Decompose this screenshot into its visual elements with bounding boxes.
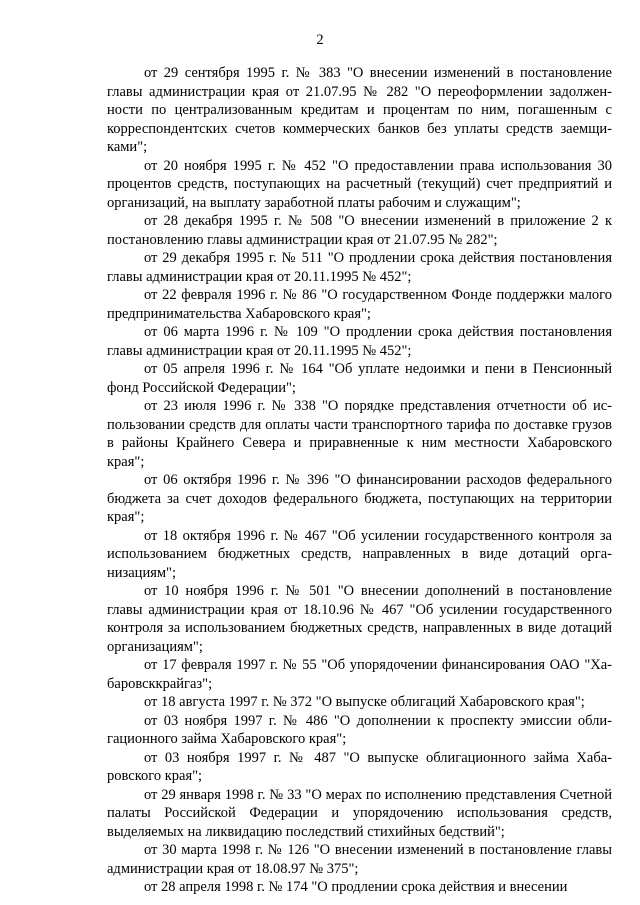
decree-item: от 28 декабря 1995 г. № 508 "О внесении изменений в приложение 2 к постановлению главы администрации края от 21.07.95 № 282"; [107,213,612,248]
decree-item: от 22 февраля 1996 г. № 86 "О государственном Фонде поддержки малого предпринимательства Хабаровского края"; [107,287,612,322]
decree-item: от 03 ноября 1997 г. № 486 "О дополнении к проспекту эмиссии облигационного займа Хабаровского края"; [107,712,612,747]
decree-item: от 06 марта 1996 г. № 109 "О продлении срока действия постановления главы администрации края от 20.11.1995 № 452"; [107,324,612,359]
decree-item: от 23 июля 1996 г. № 338 "О порядке представления отчетности об использовании средств для оплаты части транспортного тарифа по доставке грузов в районы Крайнего Севера и приравненные к ним местности Хабаровского края"; [107,398,612,470]
decree-item: от 28 апреля 1998 г. № 174 "О продлении срока действия и внесении [144,879,568,895]
decree-item: от 05 апреля 1996 г. № 164 "Об уплате недоимки и пени в Пенсионный фонд Российской Федерации"; [107,361,612,396]
decree-item: от 20 ноября 1995 г. № 452 "О предоставлении права использования 30 процентов средств, поступающих на расчетный (текущий) счет предприятий и организаций, на выплату заработной платы рабочим и служащим"; [107,157,612,211]
decree-item: от 29 января 1998 г. № 33 "О мерах по исполнению представления Счетной палаты Российской Федерации и упорядочению использования средств, выделяемых на ликвидацию последствий стихийных бедствий"; [107,786,612,840]
decree-item: от 18 октября 1996 г. № 467 "Об усилении государственного контроля за использованием бюджетных средств, направленных в виде дотаций организациям"; [107,527,612,581]
page-number: 2 [316,32,324,48]
decree-item: от 18 августа 1997 г. № 372 "О выпуске облигаций Хабаровского края"; [144,694,585,710]
decree-item: от 30 марта 1998 г. № 126 "О внесении изменений в постановление главы администрации края от 18.08.97 № 375"; [107,842,612,877]
document-body [107,64,612,897]
decree-item: от 29 сентября 1995 г. № 383 "О внесении изменений в постановление главы администрации края от 21.07.95 № 282 "О переоформлении задолженности по централизованным кредитам и процентам по ним, погашенным с корреспондентских счетов коммерческих банков без уплаты средств заемщиками"; [107,65,612,155]
decree-item: от 17 февраля 1997 г. № 55 "Об упорядочении финансирования ОАО "Хабаровсккрайгаз"; [107,657,612,692]
decree-item: от 29 декабря 1995 г. № 511 "О продлении срока действия постановления главы администрации края от 20.11.1995 № 452"; [107,250,612,285]
decree-item: от 03 ноября 1997 г. № 487 "О выпуске облигационного займа Хабаровского края"; [107,749,612,784]
decree-item: от 06 октября 1996 г. № 396 "О финансировании расходов федерального бюджета за счет доходов федерального бюджета, поступающих на территории края"; [107,472,612,525]
decree-item: от 10 ноября 1996 г. № 501 "О внесении дополнений в постановление главы администрации края от 18.10.96 № 467 "Об усилении государственного контроля за использованием бюджетных средств, направленных в виде дотаций организациям"; [107,583,612,655]
